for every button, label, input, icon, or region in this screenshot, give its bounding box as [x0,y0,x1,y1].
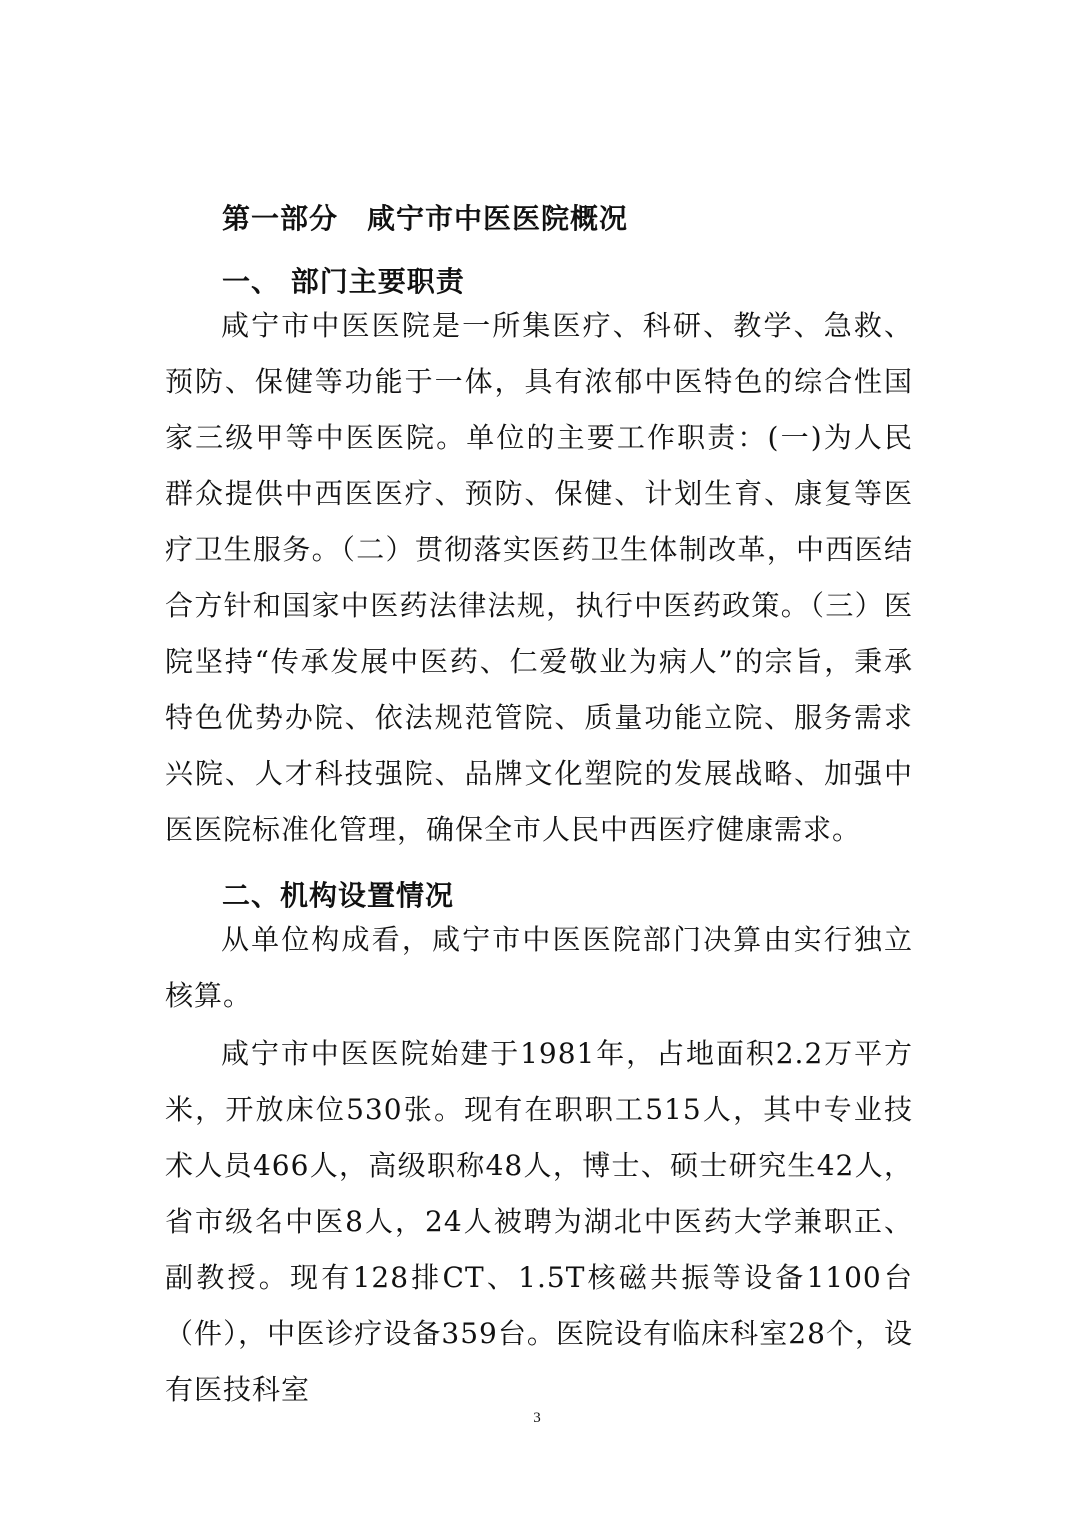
paragraph-organization-composition: 从单位构成看，咸宁市中医医院部门决算由实行独立核算。 [165,923,913,1012]
paragraph-hospital-overview: 咸宁市中医医院始建于1981年，占地面积2.2万平方米，开放床位530张。现有在职职工515人，其中专业技术人员466人，高级职称48人，博士、硕士研究生42人，省市级名中医8人，24人被聘为湖北中医药大学兼职正、副教授。现有128排CT、1.5T核磁共振等设备1100台（件），中医诊疗设备359台。医院设有临床科室28个，设有医技科室 [165,1037,913,1406]
section-heading-duties: 一、 部门主要职责 [222,265,465,298]
part-title: 第一部分 咸宁市中医医院概况 [222,202,629,235]
paragraph-duties: 咸宁市中医医院是一所集医疗、科研、教学、急救、预防、保健等功能于一体，具有浓郁中医特色的综合性国家三级甲等中医医院。单位的主要工作职责：(一)为人民群众提供中西医医疗、预防、保健、计划生育、康复等医疗卫生服务。（二）贯彻落实医药卫生体制改革，中西医结合方针和国家中医药法律法规，执行中医药政策。（三）医院坚持“传承发展中医药、仁爱敬业为病人”的宗旨，秉承特色优势办院、依法规范管院、质量功能立院、服务需求兴院、人才科技强院、品牌文化塑院的发展战略、加强中医医院标准化管理，确保全市人民中西医疗健康需求。 [165,309,913,846]
section-heading-organization: 二、机构设置情况 [222,879,455,912]
page-number: 3 [533,1410,541,1426]
